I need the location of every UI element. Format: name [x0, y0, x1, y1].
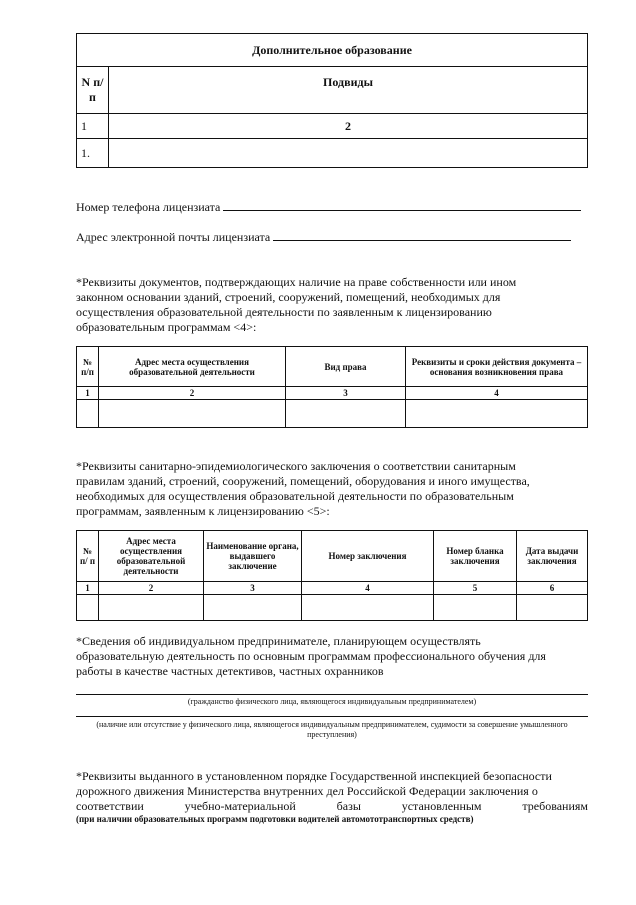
traffic-section-text	[76, 769, 588, 814]
column-header-conclusion-number: Номер заключения	[302, 531, 434, 582]
column-number: 4	[406, 387, 588, 400]
phone-label: Номер телефона лицензиата	[76, 200, 221, 214]
column-number: 2	[99, 387, 286, 400]
criminal-record-note: (наличие или отсутствие у физического лица, являющегося индивидуальным предпринимателем, судимости за совершение умышленного преступления)	[96, 720, 568, 739]
text-line: *Сведения об индивидуальном предпринимателе, планирующем осуществлять	[76, 634, 481, 648]
text-line: необходимых для осуществления образовательной деятельности по образовательным	[76, 489, 514, 503]
text-line: работы в качестве частных детективов, частных охранников	[76, 664, 384, 678]
table-cell-index: 1.	[77, 139, 109, 168]
text-line: программам, заявленным к лицензированию <5>:	[76, 504, 330, 518]
column-number: 6	[517, 582, 588, 595]
property-section-text	[76, 275, 588, 335]
text-line: дорожного движения Министерства внутренних дел Российской Федерации заключения о	[76, 784, 538, 798]
column-number: 5	[434, 582, 517, 595]
phone-input-line[interactable]	[223, 200, 581, 211]
email-label: Адрес электронной почты лицензиата	[76, 230, 271, 244]
table-cell[interactable]	[99, 400, 286, 428]
table-title: Дополнительное образование	[77, 34, 588, 67]
column-number: 3	[204, 582, 302, 595]
column-header-address: Адрес места осуществления образовательной деятельности	[99, 531, 204, 582]
table-cell-subtype[interactable]	[109, 139, 588, 168]
column-number: 1	[77, 387, 99, 400]
column-header-form-number: Номер бланка заключения	[434, 531, 517, 582]
text-line: образовательным программам <4>:	[76, 320, 257, 334]
table-cell[interactable]	[77, 595, 99, 621]
table-cell[interactable]	[99, 595, 204, 621]
email-field	[76, 230, 571, 245]
column-header-number: № п/ п	[77, 531, 99, 582]
entrepreneur-section-text	[76, 634, 588, 679]
phone-field	[76, 200, 581, 215]
column-header-number: № п/п	[77, 347, 99, 387]
additional-education-table	[76, 33, 588, 168]
column-header-issue-date: Дата выдачи заключения	[517, 531, 588, 582]
column-number-2: 2	[109, 114, 588, 139]
table-cell[interactable]	[406, 400, 588, 428]
column-number: 1	[77, 582, 99, 595]
column-number: 2	[99, 582, 204, 595]
column-header-subtypes: Подвиды	[109, 67, 588, 114]
citizenship-input-line[interactable]	[76, 694, 588, 695]
column-header-document-details: Реквизиты и сроки действия документа – основания возникновения права	[406, 347, 588, 387]
column-number: 4	[302, 582, 434, 595]
table-cell[interactable]	[517, 595, 588, 621]
column-header-address: Адрес места осуществления образовательной деятельности	[99, 347, 286, 387]
sanitary-section-text	[76, 459, 588, 519]
column-number-1: 1	[77, 114, 109, 139]
column-number: 3	[286, 387, 406, 400]
text-line: правилам зданий, строений, сооружений, помещений, оборудования и иного имущества,	[76, 474, 530, 488]
criminal-record-input-line[interactable]	[76, 716, 588, 717]
sanitary-conclusions-table	[76, 530, 588, 621]
property-documents-table	[76, 346, 588, 428]
table-cell[interactable]	[77, 400, 99, 428]
text-line: *Реквизиты выданного в установленном порядке Государственной инспекцией безопасности	[76, 769, 552, 783]
email-input-line[interactable]	[273, 230, 571, 241]
column-header-issuing-body: Наименование органа, выдавшего заключение	[204, 531, 302, 582]
column-header-right-type: Вид права	[286, 347, 406, 387]
text-line: *Реквизиты документов, подтверждающих наличие на праве собственности или ином	[76, 275, 517, 289]
column-header-number: N п/п	[77, 67, 109, 114]
table-cell[interactable]	[302, 595, 434, 621]
text-line: осуществления образовательной деятельности по заявленным к лицензированию	[76, 305, 492, 319]
table-cell[interactable]	[286, 400, 406, 428]
text-line: законном основании зданий, строений, сооружений, помещений, необходимых для	[76, 290, 501, 304]
text-line: соответствии учебно-материальной базы установленным требованиям	[76, 799, 588, 813]
citizenship-note: (гражданство физического лица, являющегося индивидуальным предпринимателем)	[187, 697, 477, 706]
text-line: *Реквизиты санитарно-эпидемиологического заключения о соответствии санитарным	[76, 459, 516, 473]
table-cell[interactable]	[434, 595, 517, 621]
drivers-note: (при наличии образовательных программ подготовки водителей автомототранспортных средств)	[76, 814, 474, 824]
table-cell[interactable]	[204, 595, 302, 621]
text-line: образовательную деятельность по основным программам профессионального обучения для	[76, 649, 546, 663]
